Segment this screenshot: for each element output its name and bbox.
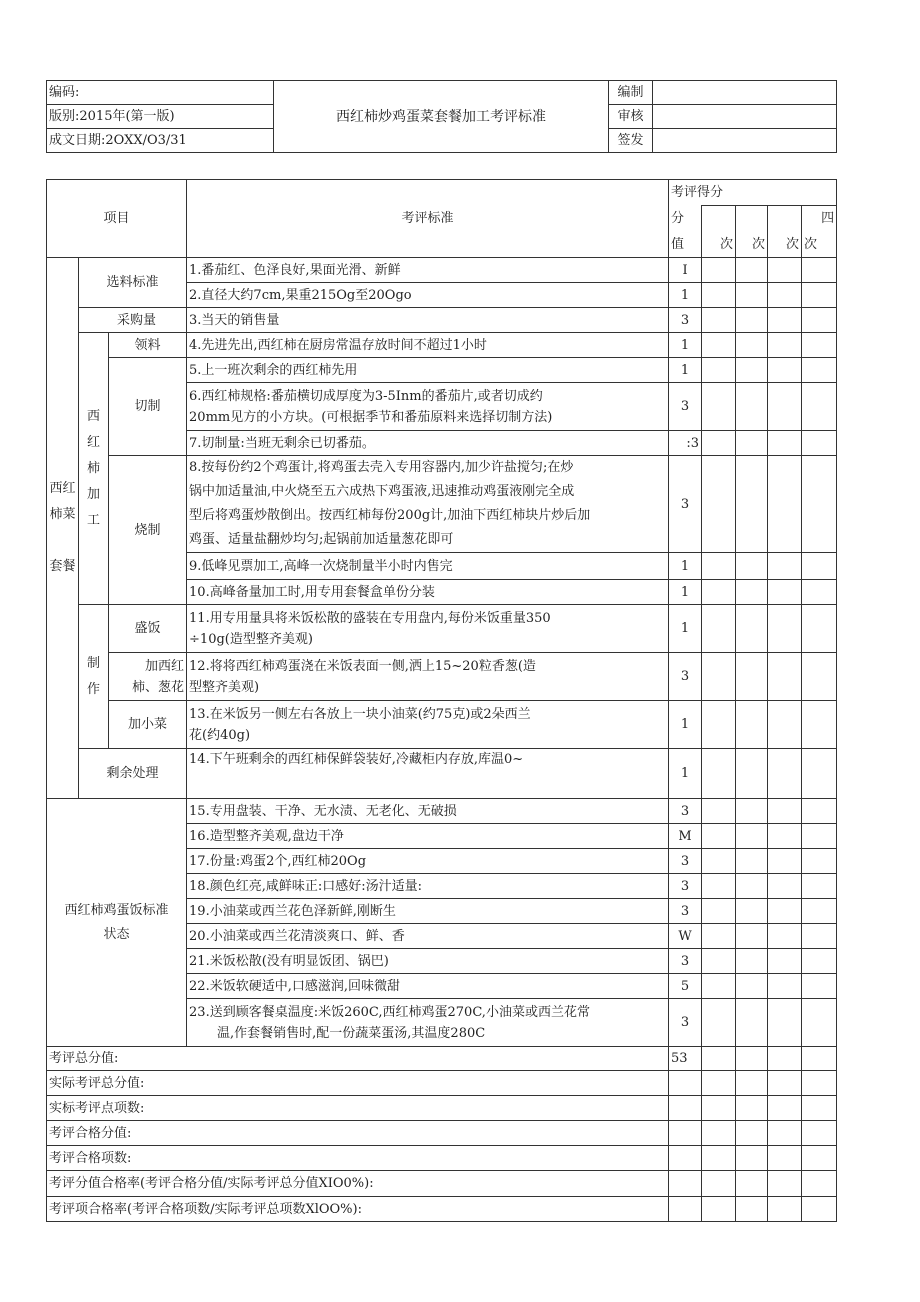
criteria-row-19: 19.小油菜或西兰花色泽新鲜,刚断生 [187,899,669,924]
role-reviewed-field[interactable] [653,105,837,129]
score-row-19: 3 [669,899,702,924]
footer-label-pass-score: 考评合格分值: [47,1121,669,1146]
document-title: 西红柿炒鸡蛋菜套餐加工考评标准 [274,81,609,153]
score-row-13: 1 [669,701,702,749]
criteria-row-14: 14.下午班剩余的西红柿保鲜袋装好,冷藏柜内存放,库温0~ [187,749,669,799]
score-row-22: 5 [669,974,702,999]
criteria-row-16: 16.造型整齐美观,盘边干净 [187,824,669,849]
criteria-row-22: 22.米饭软硬适中,口感滋润,回味微甜 [187,974,669,999]
sub-purchase-label: 采购量 [79,308,187,333]
criteria-row-10: 10.高峰备量加工时,用专用套餐盒单份分装 [187,580,669,605]
group-make-label: 制 作 [79,605,109,749]
footer-label-total: 考评总分值: [47,1047,669,1071]
score-row-11: 1 [669,605,702,653]
footer-value-item-rate[interactable] [669,1197,702,1222]
version-label: 版别:2015年(第一版) [47,105,274,129]
col-item-header: 项目 [47,180,187,258]
group-state-label: 西红柿鸡蛋饭标准 状态 [47,799,187,1047]
sub-add-label: 加西红 柿、葱花 [109,653,187,701]
criteria-row-5: 5.上一班次剩余的西红柿先用 [187,358,669,383]
criteria-row-8: 8.按每份约2个鸡蛋计,将鸡蛋去壳入专用容器内,加少许盐搅匀;在炒 锅中加适量油,中火烧至五六成热下鸡蛋液,迅速推动鸡蛋液刚完全成 型后将鸡蛋炒散倒出。按西红柿每份200g计,加油下西红柿块片炒后加 鸡蛋、适量盐翻炒均匀;起锅前加适量葱花即可 [187,456,669,553]
criteria-row-2: 2.直径大约7cm,果重215Og至20Ogo [187,283,669,308]
criteria-row-1: 1.番茄红、色泽良好,果面光滑、新鲜 [187,258,669,283]
sub-veg-label: 加小菜 [109,701,187,749]
score-row-14: 1 [669,749,702,799]
score-row-2: 1 [669,283,702,308]
role-issued: 签发 [609,129,653,153]
footer-label-pass-items: 考评合格项数: [47,1146,669,1171]
score-row-20: W [669,924,702,949]
evaluation-table [46,179,837,1222]
score-row-15: 3 [669,799,702,824]
col-fourth-header-2: 次 [802,232,837,258]
score-row-10: 1 [669,580,702,605]
col-score-group-header: 考评得分 [669,180,837,206]
score-row-18: 3 [669,874,702,899]
score-row-4: 1 [669,333,702,358]
score-row-8: 3 [669,456,702,553]
sub-leftover-label: 剩余处理 [79,749,187,799]
footer-value-actual-items[interactable] [669,1096,702,1121]
sub-fry-label: 烧制 [109,456,187,605]
sub-select-label: 选料标准 [79,258,187,308]
code-label: 编码: [47,81,274,105]
date-label: 成文日期:2OXX/O3/31 [47,129,274,153]
footer-label-item-rate: 考评项合格率(考评合格项数/实际考评总项数XlOO%): [47,1197,669,1222]
footer-label-actual-total: 实际考评总分值: [47,1071,669,1096]
criteria-row-17: 17.份量:鸡蛋2个,西红柿20Og [187,849,669,874]
footer-label-score-rate: 考评分值合格率(考评合格分值/实际考评总分值XIO0%): [47,1171,669,1197]
criteria-row-12: 12.将将西红柿鸡蛋浇在米饭表面一侧,洒上15~20粒香葱(造 型整齐美观) [187,653,669,701]
footer-value-actual-total[interactable] [669,1071,702,1096]
header-table [46,80,837,153]
criteria-row-3: 3.当天的销售量 [187,308,669,333]
group-main-label: 西红 柿菜 套餐 [47,258,79,799]
score-row-3: 3 [669,308,702,333]
score-row-21: 3 [669,949,702,974]
footer-value-total: 53 [669,1047,702,1071]
criteria-row-11: 11.用专用量具将米饭松散的盛装在专用盘内,每份米饭重量350 ÷10g(造型整齐美观) [187,605,669,653]
footer-value-pass-score[interactable] [669,1121,702,1146]
score-row-5: 1 [669,358,702,383]
footer-label-actual-items: 实标考评点项数: [47,1096,669,1121]
criteria-row-21: 21.米饭松散(没有明显饭团、锅巴) [187,949,669,974]
score-row-17: 3 [669,849,702,874]
col-value-header-1: 分 [669,206,702,232]
criteria-row-7: 7.切制量:当班无剩余已切番茄。 [187,431,669,456]
criteria-row-13: 13.在米饭另一侧左右各放上一块小油菜(约75克)或2朵西兰 花(约40g) [187,701,669,749]
score-row-23: 3 [669,999,702,1047]
score-row-9: 1 [669,553,702,580]
criteria-row-23: 23.送到顾客餐桌温度:米饭260C,西红柿鸡蛋270C,小油菜或西兰花常 温,作套餐销售时,配一份蔬菜蛋汤,其温度280C [187,999,669,1047]
score-row-1: I [669,258,702,283]
col-times-header-3: 次 [768,232,802,258]
score-row-16: M [669,824,702,849]
role-issued-field[interactable] [653,129,837,153]
role-prepared-field[interactable] [653,81,837,105]
footer-value-score-rate[interactable] [669,1171,702,1197]
sub-receive-label: 领料 [109,333,187,358]
footer-value-pass-items[interactable] [669,1146,702,1171]
score-row-7: :3 [669,431,702,456]
score-row-6: 3 [669,383,702,431]
col-times-header-2: 次 [736,232,768,258]
criteria-row-20: 20.小油菜或西兰花清淡爽口、鲜、香 [187,924,669,949]
criteria-row-6: 6.西红柿规格:番茄横切成厚度为3-5Inm的番茄片,或者切成约 20mm见方的小方块。(可根据季节和番茄原料来选择切制方法) [187,383,669,431]
criteria-row-4: 4.先进先出,西红柿在厨房常温存放时间不超过1小时 [187,333,669,358]
criteria-row-15: 15.专用盘装、干净、无水渍、无老化、无破损 [187,799,669,824]
group-process-label: 西 红 柿 加 工 [79,333,109,605]
role-prepared: 编制 [609,81,653,105]
col-criteria-header: 考评标准 [187,180,669,258]
role-reviewed: 审核 [609,105,653,129]
criteria-row-18: 18.颜色红亮,咸鲜味正:口感好:汤汁适量: [187,874,669,899]
col-fourth-header-1: 四 [802,206,837,232]
sub-cut-label: 切制 [109,358,187,456]
col-times-header-1: 次 [702,232,736,258]
sub-rice-label: 盛饭 [109,605,187,653]
col-value-header-2: 值 [669,232,702,258]
score-row-12: 3 [669,653,702,701]
criteria-row-9: 9.低峰见票加工,高峰一次烧制量半小时内售完 [187,553,669,580]
